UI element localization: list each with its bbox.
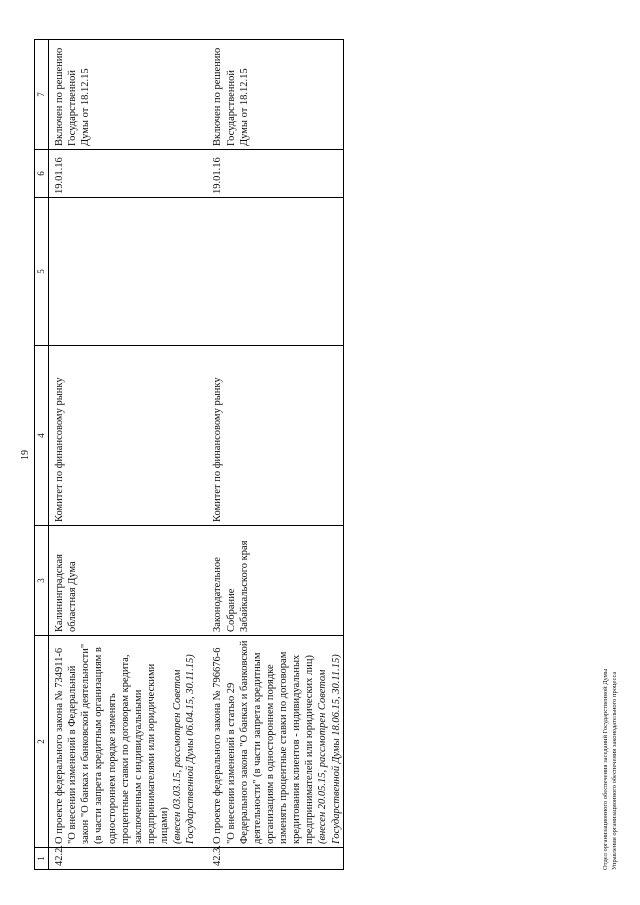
bill-description: "О внесении изменений в статью 29 Федерального закона "О банках и банковской деятельности" (в части запрета кредитным организациям в одностороннем порядке изменять процентные ставки по договорам кредитования клиентов - индивидуальных предпринимателей или юридических лиц) [225,640,316,844]
committee: Комитет по финансовому рынку [209,346,343,526]
column-header-6: 6 [35,150,49,198]
rotated-page [20,20,620,890]
column-header-7: 7 [35,40,49,150]
status: Включен по решению Государственной Думы от 18.12.15 [209,40,343,150]
bill-note: (внесен 03.03.15, рассмотрен Советом Государственной Думы 06.04.15, 30.11.15) [172,654,197,844]
column-header-5: 5 [35,198,49,346]
column-header-3: 3 [35,526,49,636]
row-number: 42.3. [209,848,343,870]
column-header-2: 2 [35,636,49,848]
column-5-cell [49,198,198,346]
row-spacer [197,40,209,870]
footer-line-2: Управления организационного обеспечения законодательного процесса [610,671,618,870]
column-5-cell [209,198,343,346]
table-row [209,40,343,870]
bill-description: "О внесении изменений в Федеральный закон "О банках и банковской деятельности" (в части запрета кредитным организациям в одностороннем порядке изменять процентные ставки по договорам кредита, заключенным с индивидуальными предпринимателями или юридическими лицами) [67,643,170,844]
column-header-4: 4 [35,346,49,526]
footer [602,669,620,870]
row-number: 42.2. [49,848,198,870]
bill-title: О проекте федерального закона № 796676-6 [212,647,224,844]
initiator: Законодательное Собрание Забайкальского края [209,526,343,636]
bill-cell [49,636,198,848]
column-number-row [35,40,49,870]
bill-cell [209,636,343,848]
bill-title: О проекте федерального закона № 734911-6 [54,647,65,844]
date: 19.01.16 [49,150,198,198]
footer-line-1: Отдел организационного обеспечения заседаний Государственной Думы [602,668,609,870]
committee: Комитет по финансовому рынку [49,346,198,526]
status: Включен по решению Государственной Думы от 18.12.15 [49,40,198,150]
schedule-table [34,39,344,870]
date: 19.01.16 [209,150,343,198]
column-header-1: 1 [35,848,49,870]
initiator: Калининградская областная Дума [49,526,198,636]
table-row [49,40,198,870]
bill-note: (внесен 20.05.15, рассмотрен Советом Государственной Думы 18.06.15, 30.11.15) [317,654,342,844]
page-number: 19 [20,450,31,460]
